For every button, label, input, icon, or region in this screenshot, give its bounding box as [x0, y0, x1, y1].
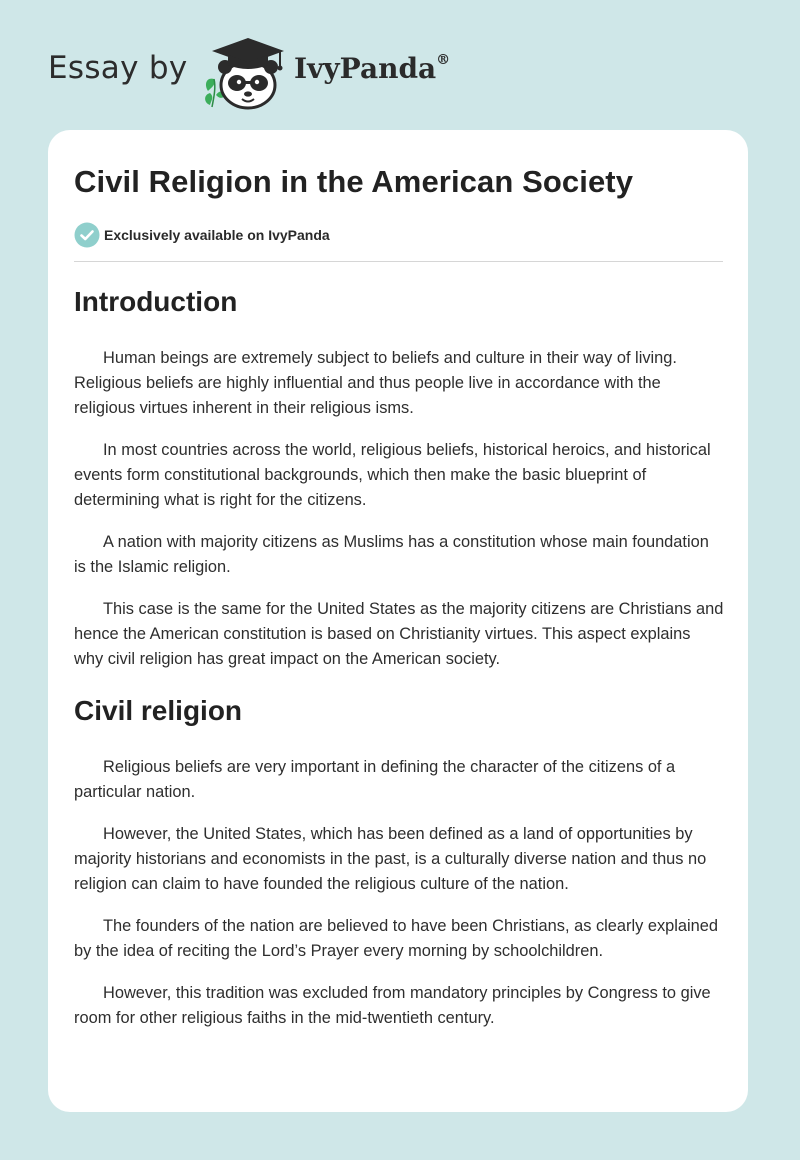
- title-divider: [74, 261, 723, 262]
- check-circle-icon: [74, 222, 100, 248]
- registered-mark: ®: [436, 51, 451, 68]
- paragraph: Human beings are extremely subject to beliefs and culture in their way of living. Religious beliefs are highly influential and thus people live in accordance with the religious virtues inherent in their religious isms.: [74, 349, 677, 417]
- paragraph: Religious beliefs are very important in defining the character of the citizens of a particular nation.: [74, 758, 676, 801]
- section-body: [74, 755, 724, 1031]
- article-body: [74, 280, 724, 1048]
- section-body: [74, 346, 724, 672]
- paragraph: In most countries across the world, religious beliefs, historical heroics, and historical events form constitutional backgrounds, which then make the basic blueprint of determining what is right for the citizens.: [74, 441, 711, 509]
- exclusive-badge: [74, 222, 330, 248]
- site-header: [48, 30, 648, 110]
- section-heading: Civil religion: [74, 695, 243, 726]
- paragraph: A nation with majority citizens as Muslims has a constitution whose main foundation is the Islamic religion.: [74, 533, 709, 576]
- essay-by-label: Essay by: [48, 50, 188, 86]
- paragraph: However, this tradition was excluded from mandatory principles by Congress to give room for other religious faiths in the mid-twentieth century.: [74, 984, 711, 1027]
- exclusive-badge-text: Exclusively available on IvyPanda: [104, 227, 330, 243]
- paragraph: The founders of the nation are believed to have been Christians, as clearly explained by the idea of reciting the Lord’s Prayer every morning by schoolchildren.: [74, 917, 719, 960]
- brand-name: IvyPanda®: [294, 51, 451, 85]
- paragraph: This case is the same for the United States as the majority citizens are Christians and hence the American constitution is based on Christianity virtues. This aspect explains why civil religion has great impact on the American society.: [74, 600, 724, 668]
- section-heading: Introduction: [74, 286, 238, 317]
- article-card: [48, 130, 748, 1112]
- article-title: Civil Religion in the American Society: [74, 164, 634, 199]
- panda-graduation-cap-icon: [200, 35, 296, 111]
- paragraph: However, the United States, which has been defined as a land of opportunities by majority historians and economists in the past, is a culturally diverse nation and thus no religion can claim to have founded the religious culture of the nation.: [74, 825, 707, 893]
